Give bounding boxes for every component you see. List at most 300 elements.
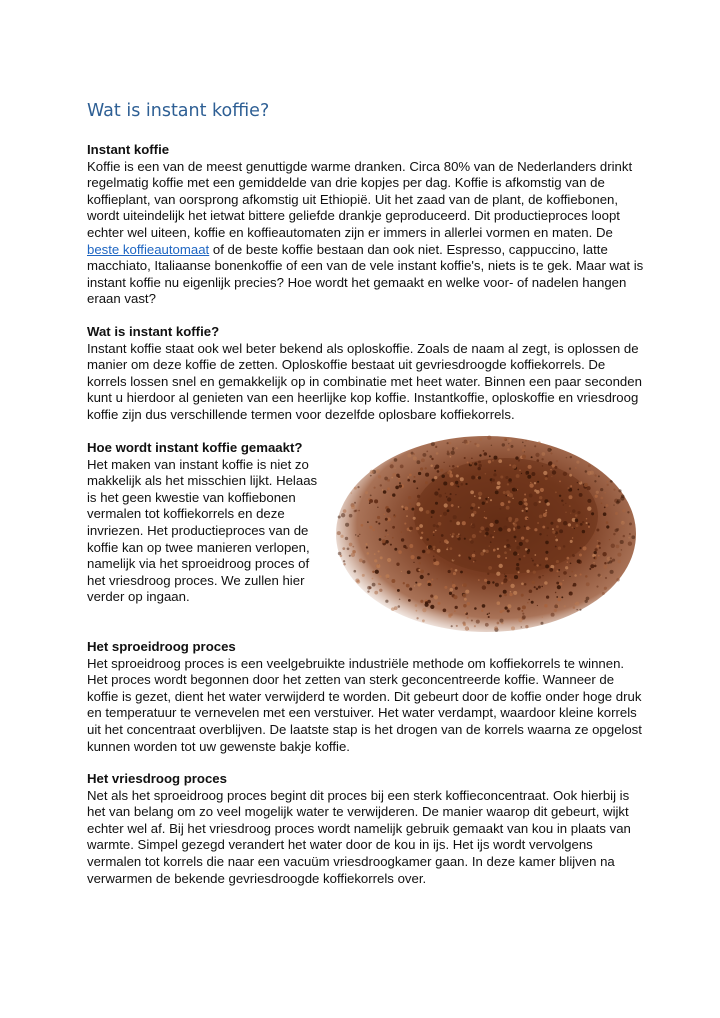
coffee-granule	[374, 591, 378, 595]
coffee-granule	[561, 500, 563, 502]
beste-koffieautomaat-link[interactable]: beste koffieautomaat	[87, 241, 210, 257]
coffee-granule	[512, 488, 515, 491]
coffee-granule	[623, 535, 625, 537]
coffee-granule	[351, 492, 352, 493]
coffee-granule	[479, 454, 481, 456]
coffee-granule	[526, 510, 528, 512]
coffee-granule	[591, 512, 594, 515]
coffee-granule	[396, 563, 399, 566]
coffee-granule	[589, 568, 591, 570]
coffee-granule	[500, 476, 503, 479]
coffee-granule	[413, 456, 417, 460]
coffee-granule	[482, 502, 485, 505]
coffee-granule	[498, 527, 502, 531]
coffee-granule	[375, 570, 379, 574]
coffee-granule	[577, 559, 581, 563]
coffee-granule	[493, 473, 496, 476]
coffee-granule	[394, 458, 398, 462]
coffee-granule	[413, 476, 415, 478]
coffee-granule	[550, 452, 552, 454]
coffee-granule	[401, 571, 402, 572]
coffee-granule	[556, 582, 559, 585]
coffee-granule	[538, 441, 541, 444]
coffee-granule	[374, 553, 376, 555]
coffee-granule	[391, 462, 392, 463]
coffee-granule	[354, 487, 357, 490]
coffee-granule	[552, 464, 555, 467]
coffee-granule	[521, 582, 524, 585]
coffee-granule	[374, 559, 377, 562]
coffee-granule	[378, 523, 380, 525]
coffee-granule	[538, 586, 541, 589]
coffee-granule	[359, 534, 360, 535]
coffee-granule	[451, 625, 453, 627]
coffee-granule	[616, 545, 620, 549]
coffee-granule	[570, 562, 572, 564]
coffee-granule	[499, 595, 502, 598]
coffee-granule	[597, 540, 598, 541]
coffee-granule	[509, 593, 512, 596]
coffee-granule	[490, 499, 492, 501]
coffee-granule	[398, 550, 402, 554]
section-paragraph: Het sproeidroog proces is een veelgebruikte industriële methode om koffiekorrels te winnen. Het proces wordt begonnen door het zetten van sterk geconcentreerde koffie. Wanneer de koffie is gezet, dient het water verwijderd te worden. Dit gebeurt door de koffie onder hoge druk en temperatuur te vernevelen met een verstuiver. Het water verdampt, waardoor kleine korrels uit het concentraat overblijven. De laatste stap is het drogen van de korrels waarna ze opgelost kunnen worden tot uw gewenste bakje koffie.	[87, 655, 642, 754]
coffee-granule	[482, 604, 486, 608]
coffee-granule	[463, 624, 465, 626]
coffee-granule	[598, 542, 601, 545]
coffee-granule	[404, 523, 406, 525]
coffee-granule	[550, 522, 553, 525]
coffee-granule	[516, 563, 519, 566]
coffee-granule	[551, 476, 552, 477]
coffee-granule	[567, 487, 569, 489]
coffee-granule	[541, 490, 543, 492]
coffee-granule	[372, 583, 376, 587]
coffee-granule	[474, 625, 476, 627]
coffee-granule	[610, 557, 612, 559]
coffee-granule	[392, 537, 394, 539]
coffee-granule	[495, 583, 499, 587]
coffee-granule	[468, 628, 469, 629]
coffee-granule	[556, 596, 558, 598]
coffee-granule	[586, 522, 588, 524]
coffee-granule	[462, 521, 466, 525]
coffee-granule	[488, 613, 490, 615]
coffee-granule	[422, 453, 426, 457]
coffee-granule	[444, 539, 448, 543]
coffee-granule	[543, 513, 547, 517]
coffee-granule	[517, 607, 520, 610]
coffee-granule	[563, 571, 567, 575]
coffee-granule	[496, 572, 500, 576]
coffee-granule	[409, 503, 411, 505]
coffee-granule	[502, 443, 505, 446]
coffee-granule	[552, 530, 555, 533]
coffee-granule	[494, 470, 496, 472]
coffee-granule	[526, 473, 528, 475]
coffee-granule	[508, 578, 511, 581]
coffee-granule	[531, 558, 533, 560]
coffee-granule	[365, 543, 367, 545]
coffee-granule	[628, 537, 630, 539]
coffee-granule	[571, 527, 573, 529]
section-heading: Hoe wordt instant koffie gemaakt?	[87, 440, 303, 455]
coffee-granule	[369, 502, 371, 504]
coffee-granule	[522, 441, 524, 443]
coffee-granule	[349, 514, 353, 518]
coffee-granule	[521, 610, 523, 612]
coffee-granule	[396, 474, 399, 477]
coffee-granule	[557, 518, 561, 522]
coffee-granule	[456, 535, 459, 538]
coffee-granule	[556, 570, 558, 572]
coffee-granule	[355, 578, 359, 582]
coffee-granule	[569, 474, 572, 477]
coffee-granule	[495, 520, 499, 524]
coffee-granule	[418, 472, 421, 475]
coffee-granule	[555, 539, 558, 542]
coffee-granule	[580, 574, 582, 576]
coffee-granule	[455, 606, 458, 609]
coffee-granule	[426, 510, 430, 514]
coffee-granule	[517, 489, 518, 490]
coffee-granule	[508, 439, 511, 442]
coffee-granule	[354, 502, 356, 504]
coffee-granule	[572, 571, 574, 573]
coffee-granule	[489, 545, 490, 546]
coffee-granule	[606, 504, 609, 507]
coffee-granule	[603, 512, 607, 516]
coffee-granule	[453, 595, 457, 599]
coffee-granule	[554, 466, 557, 469]
coffee-granule	[572, 554, 575, 557]
coffee-granule	[379, 575, 381, 577]
coffee-granule	[420, 569, 424, 573]
coffee-granule	[450, 568, 452, 570]
coffee-granule	[577, 482, 578, 483]
coffee-granule	[534, 563, 537, 566]
coffee-granule	[476, 444, 479, 447]
coffee-granule	[430, 547, 433, 550]
coffee-granule	[457, 465, 459, 467]
coffee-granule	[385, 518, 388, 521]
coffee-granule	[598, 574, 601, 577]
coffee-granule	[448, 570, 451, 573]
coffee-granule	[445, 493, 446, 494]
coffee-granule	[407, 479, 410, 482]
coffee-granule	[539, 533, 541, 535]
coffee-granule	[526, 526, 530, 530]
coffee-granule	[453, 572, 456, 575]
coffee-granule	[433, 524, 436, 527]
coffee-granule	[394, 548, 397, 551]
coffee-granule	[549, 568, 553, 572]
coffee-granule	[417, 460, 421, 464]
coffee-granule	[529, 494, 533, 498]
instant-coffee-granules-image	[318, 430, 636, 640]
coffee-granule	[492, 581, 494, 583]
coffee-granule	[536, 564, 538, 566]
coffee-granule	[464, 440, 468, 444]
coffee-granule	[399, 599, 401, 601]
coffee-granule	[585, 575, 588, 578]
coffee-granule	[531, 472, 535, 476]
coffee-granule	[426, 550, 430, 554]
coffee-granule	[411, 452, 414, 455]
coffee-granule	[434, 491, 438, 495]
coffee-granule	[435, 530, 437, 532]
coffee-granule	[459, 534, 461, 536]
coffee-granule	[622, 509, 626, 513]
coffee-granule	[515, 518, 519, 522]
coffee-granule	[378, 475, 381, 478]
coffee-granule	[499, 564, 503, 568]
coffee-granule	[369, 499, 373, 503]
coffee-granule	[579, 553, 582, 556]
coffee-granule	[454, 610, 455, 611]
coffee-granule	[500, 610, 503, 613]
coffee-granule	[566, 457, 567, 458]
coffee-granule	[575, 514, 578, 517]
coffee-granule	[427, 600, 431, 604]
coffee-granule	[386, 508, 390, 512]
coffee-granule	[367, 521, 369, 523]
coffee-granule	[398, 605, 401, 608]
coffee-granule	[534, 445, 536, 447]
coffee-granule	[467, 462, 469, 464]
coffee-granule	[570, 592, 571, 593]
coffee-granule	[406, 584, 410, 588]
coffee-granule	[449, 592, 452, 595]
coffee-granule	[485, 498, 487, 500]
coffee-granule	[433, 546, 436, 549]
coffee-granule	[472, 534, 476, 538]
coffee-granule	[476, 620, 480, 624]
coffee-granule	[618, 489, 621, 492]
coffee-granule	[521, 626, 523, 628]
coffee-granule	[465, 612, 467, 614]
coffee-granule	[569, 505, 571, 507]
coffee-granule	[460, 477, 464, 481]
coffee-granule	[420, 575, 424, 579]
coffee-granule	[409, 527, 413, 531]
coffee-granule	[551, 613, 555, 617]
coffee-granule	[506, 490, 510, 494]
coffee-granule	[547, 535, 548, 536]
coffee-granule	[471, 524, 475, 528]
coffee-granule	[611, 544, 615, 548]
coffee-granule	[497, 555, 500, 558]
coffee-granule	[471, 513, 474, 516]
coffee-granule	[481, 610, 483, 612]
coffee-granule	[594, 533, 595, 534]
coffee-granule	[388, 562, 389, 563]
coffee-granule	[446, 496, 448, 498]
coffee-granule	[491, 445, 492, 446]
coffee-granule	[470, 490, 474, 494]
coffee-granule	[555, 536, 556, 537]
coffee-granule	[378, 550, 380, 552]
coffee-granule	[440, 469, 443, 472]
coffee-granule	[380, 556, 383, 559]
coffee-granule	[528, 465, 532, 469]
coffee-granule	[587, 471, 591, 475]
coffee-granule	[594, 480, 596, 482]
coffee-granule	[416, 527, 419, 530]
coffee-granule	[628, 542, 632, 546]
coffee-granule	[431, 442, 435, 446]
coffee-granule	[450, 520, 452, 522]
coffee-granule	[385, 574, 389, 578]
coffee-granule	[351, 505, 355, 509]
coffee-granule	[398, 479, 400, 481]
coffee-granule	[507, 528, 511, 532]
coffee-granule	[489, 455, 491, 457]
coffee-granule	[621, 495, 625, 499]
coffee-granule	[439, 494, 442, 497]
coffee-granule	[450, 482, 454, 486]
coffee-granule	[421, 458, 425, 462]
coffee-granule	[474, 462, 477, 465]
coffee-granule	[567, 557, 570, 560]
coffee-granule	[433, 548, 434, 549]
coffee-granule	[391, 477, 393, 479]
coffee-granule	[390, 544, 392, 546]
coffee-granule	[509, 546, 511, 548]
coffee-granule	[536, 588, 538, 590]
coffee-granule	[546, 595, 549, 598]
coffee-granule	[447, 451, 449, 453]
coffee-granule	[337, 531, 341, 535]
coffee-granule	[518, 554, 519, 555]
coffee-granule	[431, 579, 433, 581]
coffee-granule	[484, 517, 486, 519]
coffee-granule	[440, 541, 441, 542]
coffee-granule	[629, 522, 632, 525]
coffee-granule	[417, 556, 420, 559]
coffee-granule	[394, 606, 398, 610]
coffee-granule	[444, 503, 448, 507]
section-heading: Het vriesdroog proces	[87, 771, 227, 786]
coffee-granule	[524, 445, 526, 447]
coffee-granule	[379, 538, 382, 541]
coffee-granule	[451, 535, 453, 537]
coffee-granule	[580, 523, 583, 526]
coffee-granule	[465, 626, 469, 630]
coffee-granule	[610, 570, 614, 574]
coffee-granule	[615, 529, 619, 533]
coffee-granule	[525, 625, 528, 628]
coffee-granule	[595, 495, 598, 498]
coffee-granule	[563, 472, 567, 476]
coffee-granule	[458, 506, 460, 508]
coffee-granule	[342, 547, 345, 550]
coffee-granule	[429, 455, 432, 458]
coffee-granule	[522, 455, 526, 459]
coffee-granule	[340, 535, 343, 538]
coffee-granule	[470, 461, 473, 464]
coffee-granule	[595, 548, 598, 551]
coffee-granule	[422, 608, 426, 612]
coffee-granule	[524, 451, 525, 452]
coffee-granule	[593, 557, 595, 559]
coffee-granule	[587, 499, 591, 503]
coffee-granule	[353, 570, 356, 573]
coffee-granule	[345, 523, 349, 527]
coffee-granule	[529, 589, 533, 593]
coffee-granule	[618, 575, 620, 577]
coffee-granule	[541, 458, 543, 460]
coffee-granule	[557, 585, 561, 589]
coffee-granule	[444, 586, 447, 589]
coffee-granule	[527, 518, 528, 519]
coffee-granule	[403, 508, 405, 510]
coffee-granule	[579, 493, 583, 497]
coffee-granule	[416, 617, 418, 619]
coffee-granule	[601, 502, 603, 504]
coffee-granule	[516, 546, 520, 550]
coffee-granule	[485, 473, 487, 475]
coffee-granule	[537, 605, 538, 606]
coffee-granule	[372, 571, 374, 573]
coffee-granule	[436, 525, 439, 528]
coffee-granule	[493, 550, 495, 552]
coffee-granule	[539, 564, 541, 566]
coffee-granule	[522, 510, 524, 512]
coffee-granule	[503, 491, 506, 494]
coffee-granule	[431, 510, 435, 514]
coffee-granule	[501, 582, 503, 584]
coffee-granule	[483, 549, 486, 552]
coffee-granule	[559, 582, 562, 585]
coffee-granule	[596, 491, 599, 494]
coffee-granule	[361, 524, 364, 527]
coffee-granule	[488, 460, 491, 463]
coffee-granule	[498, 459, 502, 463]
coffee-granule	[594, 551, 597, 554]
coffee-granule	[569, 468, 571, 470]
coffee-granule	[495, 491, 499, 495]
section-vriesdroog-proces	[87, 771, 647, 887]
coffee-granule	[542, 575, 543, 576]
coffee-granule	[409, 588, 412, 591]
coffee-granule	[343, 563, 345, 565]
coffee-granule	[411, 508, 414, 511]
coffee-granule	[590, 564, 594, 568]
coffee-granule	[524, 494, 526, 496]
coffee-granule	[516, 474, 520, 478]
coffee-granule	[460, 507, 462, 509]
coffee-granule	[434, 595, 438, 599]
coffee-granule	[504, 594, 507, 597]
coffee-granule	[559, 529, 563, 533]
coffee-granule	[506, 539, 509, 542]
coffee-granule	[525, 507, 528, 510]
coffee-granule	[529, 483, 533, 487]
coffee-granule	[544, 604, 547, 607]
coffee-granule	[579, 609, 581, 611]
coffee-granule	[436, 452, 439, 455]
coffee-granule	[513, 551, 517, 555]
coffee-granule	[416, 610, 418, 612]
coffee-granule	[469, 517, 470, 518]
coffee-granule	[480, 552, 484, 556]
coffee-granule	[455, 481, 458, 484]
coffee-granule	[425, 481, 428, 484]
coffee-granule	[554, 609, 557, 612]
coffee-granule	[550, 449, 552, 451]
coffee-granule	[343, 509, 347, 513]
coffee-granule	[449, 442, 452, 445]
